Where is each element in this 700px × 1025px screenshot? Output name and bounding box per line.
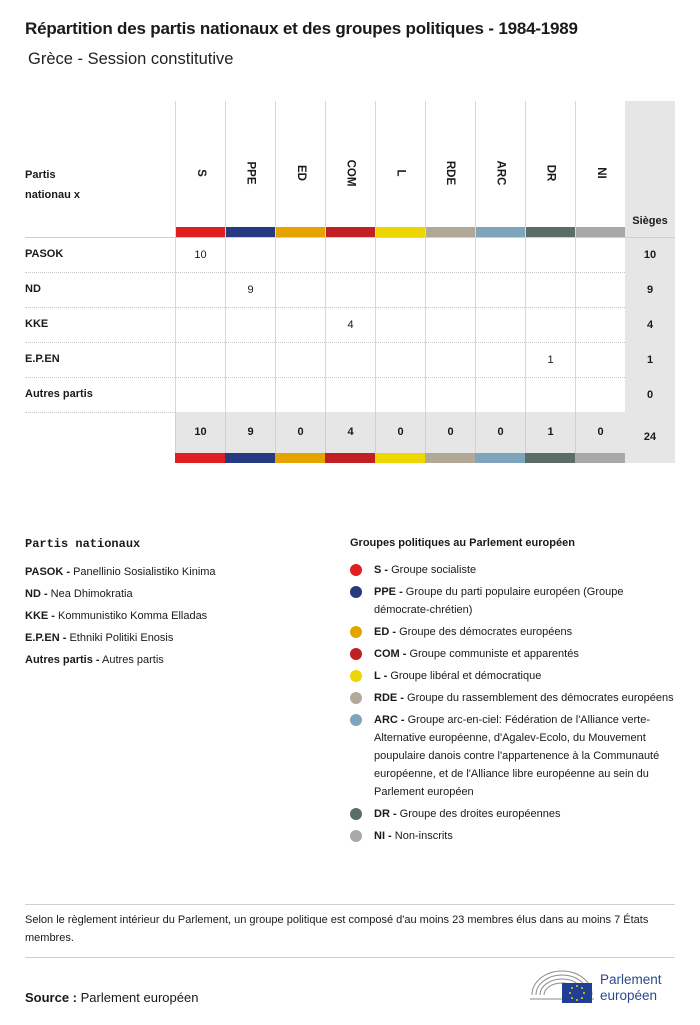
group-fullname: Groupe socialiste (391, 564, 477, 576)
party-abbr: Autres partis - (25, 654, 100, 666)
party-fullname: Autres partis (102, 654, 164, 666)
group-abbr: COM - (374, 648, 407, 660)
color-dot-icon (350, 830, 362, 842)
group-legend-item (350, 583, 675, 619)
party-total: 0 (625, 378, 675, 413)
group-code: DR (544, 164, 557, 182)
group-label (376, 163, 425, 181)
group-fullname: Groupe du parti populaire européen (Groupe démocrate-chrétien) (374, 586, 624, 616)
group-color-bar (276, 227, 325, 237)
group-total: 10 (175, 412, 225, 453)
group-color-bar (475, 453, 525, 463)
group-color-bar (375, 453, 425, 463)
group-abbr: NI - (374, 830, 392, 842)
table-row (25, 378, 675, 413)
group-column-header (225, 101, 275, 237)
group-code: NI (594, 167, 607, 179)
group-code: L (394, 169, 407, 177)
group-color-bar (525, 453, 575, 463)
group-total: 0 (275, 412, 325, 453)
parties-legend-title: Partis nationaux (25, 537, 141, 551)
group-abbr: S - (374, 564, 389, 576)
logo-text (600, 972, 662, 1004)
chart-subtitle: Grèce - Session constitutive (28, 50, 234, 68)
party-legend-item (25, 649, 325, 671)
seat-cell (525, 273, 575, 308)
party-legend-item (25, 583, 325, 605)
seat-cell (475, 343, 525, 378)
group-label (176, 163, 225, 181)
source-value: Parlement européen (80, 990, 199, 1005)
group-legend-item (350, 561, 675, 579)
seat-cell: 1 (525, 343, 575, 378)
group-color-bar (425, 453, 475, 463)
group-color-bar (176, 227, 225, 237)
seat-cell (175, 378, 225, 413)
party-total: 9 (625, 273, 675, 308)
seat-cell (575, 378, 625, 413)
seat-cell (425, 308, 475, 343)
seat-cell (375, 378, 425, 413)
seat-cell (225, 238, 275, 273)
group-legend-item (350, 827, 675, 845)
group-fullname: Groupe des droites européennes (399, 808, 561, 820)
color-dot-icon (350, 586, 362, 598)
party-legend-item (25, 605, 325, 627)
group-abbr: ARC - (374, 714, 405, 726)
group-code: COM (344, 159, 357, 187)
source-label: Source : (25, 990, 78, 1005)
seats-header (625, 101, 675, 237)
seat-cell (375, 308, 425, 343)
seat-cell (475, 308, 525, 343)
party-name: KKE (25, 318, 49, 330)
party-legend-item (25, 561, 325, 583)
source-line (25, 990, 198, 1005)
group-abbr: L - (374, 670, 388, 682)
group-color-bar (376, 227, 425, 237)
group-column-header (175, 101, 225, 237)
group-color-bar (575, 453, 625, 463)
seat-cell (175, 273, 225, 308)
seat-cell (425, 238, 475, 273)
hemicycle-icon (528, 965, 598, 1007)
seat-cell (275, 238, 325, 273)
group-abbr: ED - (374, 626, 396, 638)
party-total: 4 (625, 308, 675, 343)
footnote: Selon le règlement intérieur du Parlement, un groupe politique est composé d'au moins 23 membres élus dans au moins 7 États membres. (25, 914, 649, 944)
seat-cell (575, 308, 625, 343)
seat-cell (475, 273, 525, 308)
seat-cell (525, 378, 575, 413)
seat-cell (275, 343, 325, 378)
group-abbr: DR - (374, 808, 397, 820)
groups-legend (350, 537, 675, 849)
chart-title: Répartition des partis nationaux et des groupes politiques - 1984-1989 (25, 19, 578, 38)
party-name: E.P.EN (25, 353, 60, 365)
group-legend-item (350, 711, 675, 801)
group-fullname: Groupe libéral et démocratique (390, 670, 542, 682)
group-total: 0 (375, 412, 425, 453)
group-total: 0 (425, 412, 475, 453)
group-color-bar (476, 227, 525, 237)
logo-line-2: européen (600, 988, 658, 1003)
seat-cell (575, 238, 625, 273)
group-color-bar (326, 227, 375, 237)
party-abbr: ND - (25, 588, 48, 600)
group-legend-item (350, 689, 675, 707)
group-column-header (425, 101, 475, 237)
grand-total: 24 (625, 412, 675, 463)
group-total: 9 (225, 412, 275, 453)
group-fullname: Groupe communiste et apparentés (409, 648, 579, 660)
group-total: 0 (475, 412, 525, 453)
seat-cell (375, 343, 425, 378)
seat-cell: 9 (225, 273, 275, 308)
party-name: PASOK (25, 248, 64, 260)
groups-legend-title: Groupes politiques au Parlement européen (350, 537, 575, 549)
table-row (25, 308, 675, 343)
group-color-bar (225, 453, 275, 463)
seat-cell (325, 378, 375, 413)
party-legend-item (25, 627, 325, 649)
group-color-bar (576, 227, 625, 237)
seat-table (25, 101, 675, 463)
group-legend-item (350, 805, 675, 823)
group-code: ED (294, 165, 307, 181)
group-legend-item (350, 623, 675, 641)
party-fullname: Kommunistiko Komma Elladas (58, 610, 208, 622)
seat-cell (425, 343, 475, 378)
seat-cell (325, 238, 375, 273)
seat-cell: 4 (325, 308, 375, 343)
parties-legend (25, 537, 325, 671)
group-column-header (325, 101, 375, 237)
group-label (476, 160, 525, 186)
party-name: Autres partis (25, 388, 93, 400)
color-dot-icon (350, 626, 362, 638)
color-dot-icon (350, 692, 362, 704)
seat-cell (175, 343, 225, 378)
seat-cell (375, 273, 425, 308)
group-label (276, 163, 325, 181)
seat-cell (225, 308, 275, 343)
group-color-bar (526, 227, 575, 237)
group-column-header (575, 101, 625, 237)
group-fullname: Groupe arc-en-ciel: Fédération de l'Alliance verte-Alternative européenne, d'Agalev-Ecolo, du Mouvement poupulaire danois contre l'appartenence à la Communauté européenne, et de l'Alliance libre européenne au sein du Parlement européen (374, 714, 660, 798)
group-fullname: Groupe du rassemblement des démocrates européens (407, 692, 674, 704)
group-color-bar (325, 453, 375, 463)
seat-cell (425, 273, 475, 308)
party-fullname: Nea Dhimokratia (50, 588, 133, 600)
group-column-header (275, 101, 325, 237)
group-column-header (525, 101, 575, 237)
group-column-header (475, 101, 525, 237)
party-abbr: E.P.EN - (25, 632, 67, 644)
seat-cell (225, 343, 275, 378)
group-legend-item (350, 645, 675, 663)
color-dot-icon (350, 648, 362, 660)
group-color-bar (175, 453, 225, 463)
seat-cell: 10 (175, 238, 225, 273)
group-color-bar (426, 227, 475, 237)
seat-cell (575, 343, 625, 378)
corner-label: Partis nationau x (25, 169, 81, 201)
group-fullname: Groupe des démocrates européens (399, 626, 573, 638)
party-total: 1 (625, 343, 675, 378)
group-code: S (194, 169, 207, 177)
seat-cell (475, 378, 525, 413)
seat-cell (325, 273, 375, 308)
color-dot-icon (350, 808, 362, 820)
seat-cell (275, 378, 325, 413)
table-row (25, 238, 675, 273)
divider (25, 957, 675, 958)
group-color-bar (275, 453, 325, 463)
seats-header-label: Sièges (632, 215, 668, 227)
group-fullname: Non-inscrits (394, 830, 453, 842)
divider (25, 904, 675, 905)
seat-cell (275, 273, 325, 308)
seat-cell (325, 343, 375, 378)
table-row (25, 273, 675, 308)
group-code: RDE (444, 160, 457, 186)
seat-cell (525, 308, 575, 343)
seat-cell (375, 238, 425, 273)
seat-cell (175, 308, 225, 343)
totals-row (175, 412, 675, 463)
seat-cell (475, 238, 525, 273)
seat-cell (275, 308, 325, 343)
group-total: 0 (575, 412, 625, 453)
party-abbr: KKE - (25, 610, 55, 622)
group-abbr: PPE - (374, 586, 403, 598)
party-name: ND (25, 283, 41, 295)
group-color-bar (226, 227, 275, 237)
party-fullname: Panellinio Sosialistiko Kinima (73, 566, 216, 578)
parliament-logo (528, 965, 678, 1007)
party-abbr: PASOK - (25, 566, 71, 578)
group-abbr: RDE - (374, 692, 404, 704)
party-total: 10 (625, 238, 675, 273)
group-label (226, 161, 275, 185)
table-row (25, 343, 675, 378)
color-dot-icon (350, 670, 362, 682)
color-dot-icon (350, 714, 362, 726)
group-code: ARC (494, 160, 507, 186)
seat-cell (225, 378, 275, 413)
group-code: PPE (244, 161, 257, 185)
group-label (326, 159, 375, 187)
group-label (526, 163, 575, 181)
group-column-header (375, 101, 425, 237)
party-fullname: Ethniki Politiki Enosis (69, 632, 174, 644)
group-label (426, 160, 475, 186)
seat-cell (425, 378, 475, 413)
seat-cell (575, 273, 625, 308)
group-label (576, 163, 625, 181)
logo-line-1: Parlement (600, 972, 662, 987)
group-total: 4 (325, 412, 375, 453)
group-legend-item (350, 667, 675, 685)
color-dot-icon (350, 564, 362, 576)
group-total: 1 (525, 412, 575, 453)
seat-cell (525, 238, 575, 273)
